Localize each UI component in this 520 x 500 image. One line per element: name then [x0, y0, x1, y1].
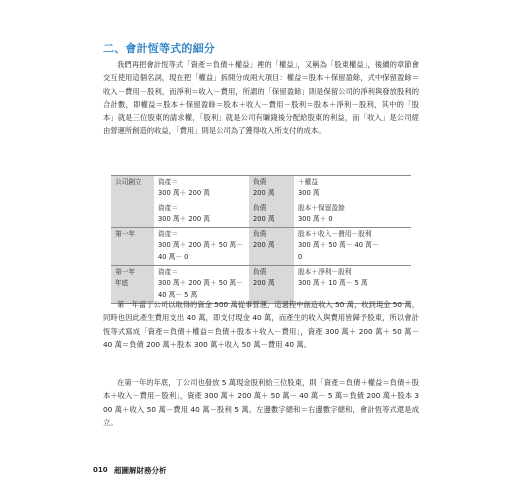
period-cell: [111, 202, 154, 228]
body-paragraph-1: 我們再把會計恆等式「資產＝負債＋權益」裡的「權益」，又稱為「股東權益」，後續的章節會交互使用這個名詞，現在把「權益」拆開分成兩大項目：權益＝股本＋保留盈餘，式中保留盈餘＝收入－費用－股利，而淨利＝收入－費用，所謂的「保留盈餘」則是保留公司的淨利與發放股利的合計數，即權益＝股本＋保留盈餘＝股本＋收入－費用－股利＝股本＋淨利－股利，其中的「股本」就是三位股東的請求權，「股利」就是公司有賺錢後分配給股東的利益，而「收入」是公司經由營運所創造的收益，「費用」則是公司為了獲得收入所支付的成本。: [103, 60, 419, 136]
assets-cell: 資產＝ 300 萬＋ 200 萬: [154, 176, 249, 202]
equity-cell: 股本＋淨利－股利 300 萬＋ 10 萬－ 5 萬: [294, 266, 411, 304]
period-cell: 公司創立: [111, 176, 154, 202]
book-title: 超圖解財務分析: [114, 466, 167, 475]
table-row: [111, 202, 411, 228]
liabilities-cell: 負債 200 萬: [249, 266, 294, 304]
body-paragraph-2: 第一年當丁公司以取得的資金 500 萬從事營運，這過程中創造收入 50 萬，收到現金 50 萬，同時也因此產生費用支出 40 萬，即支付現金 40 萬，而產生的收入與費用皆歸予股東，所以會計恆等式寫成「資產＝負債＋權益＝負債＋股本＋收入－費用」，資產 300 萬＋ 200 萬＋ 50 萬－ 40 萬＝負債 200 萬＋股本 300 萬＋收入 50 萬－費用 40 萬。: [103, 300, 419, 349]
assets-cell: 資產＝ 300 萬＋ 200 萬＋ 50 萬－ 40 萬－ 5 萬: [154, 266, 249, 304]
table-row: [111, 176, 411, 202]
equity-cell: 股本＋收入－費用－股利 300 萬＋ 50 萬－ 40 萬－ 0: [294, 228, 411, 266]
section-heading: 二、會計恆等式的細分: [103, 42, 215, 55]
liabilities-cell: 負債 200 萬: [249, 228, 294, 266]
liabilities-cell: 負債 200 萬: [249, 176, 294, 202]
accounting-equation-table: [111, 175, 411, 304]
period-cell: 第一年: [111, 228, 154, 266]
equity-cell: 股本＋保留盈餘 300 萬＋ 0: [294, 202, 411, 228]
equity-cell: ＋權益 300 萬: [294, 176, 411, 202]
table-row: [111, 228, 411, 266]
body-paragraph-3: 在第一年的年底，丁公司也發放 5 萬現金股利給三位股東，則「資產＝負債＋權益＝負債＋股本＋收入－費用－股利」，資產 300 萬＋ 200 萬＋ 50 萬－ 40 萬－ 5 萬＝負債 200 萬＋股本 300 萬＋收入 50 萬－費用 40 萬－股利 5 萬。左邊數字總和＝右邊數字總和，會計恆等式還是成立。: [103, 378, 419, 427]
period-cell: 第一年 年底: [111, 266, 154, 304]
assets-cell: 資產＝ 300 萬＋ 200 萬＋ 50 萬－ 40 萬－ 0: [154, 228, 249, 266]
assets-cell: 資產＝ 300 萬＋ 200 萬: [154, 202, 249, 228]
liabilities-cell: 負債 200 萬: [249, 202, 294, 228]
page-number: 010: [93, 466, 108, 474]
